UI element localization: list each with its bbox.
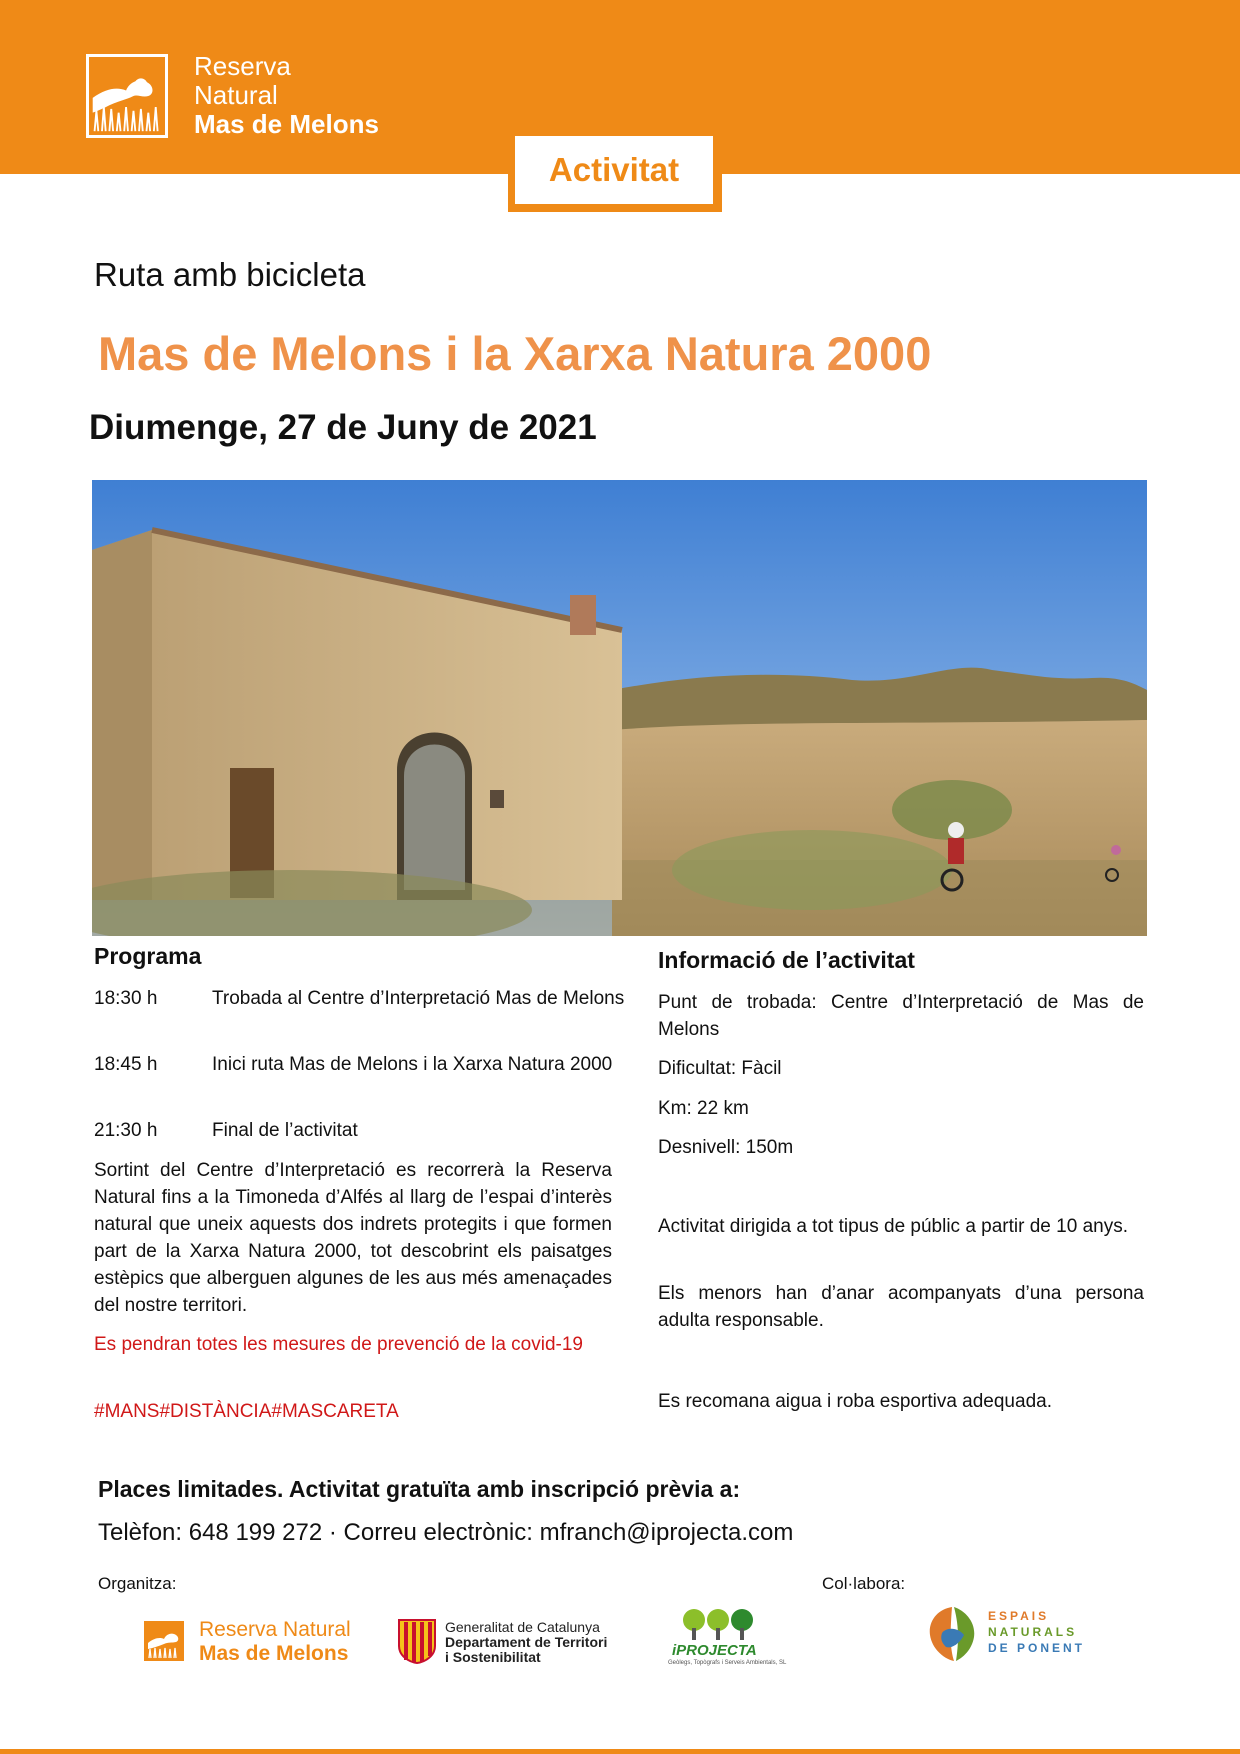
iprojecta-logo — [664, 1606, 787, 1672]
activity-tab — [508, 136, 722, 212]
info-minors: Els menors han d’anar acompanyats d’una persona adulta responsable. — [658, 1283, 1144, 1331]
covid-hashtags: #MANS#DISTÀNCIA#MASCARETA — [94, 1401, 399, 1422]
event-title: Mas de Melons i la Xarxa Natura 2000 — [98, 327, 932, 380]
info-meeting-point: Punt de trobada: Centre d’Interpretació de Mas de Melons — [658, 992, 1144, 1040]
reserve-logo-text-1: Reserva Natural — [199, 1618, 351, 1641]
event-subtitle: Ruta amb bicicleta — [94, 256, 366, 293]
organizer-label: Organitza: — [98, 1574, 177, 1593]
program-text: Inici ruta Mas de Melons i la Xarxa Natura 2000 — [212, 1054, 613, 1075]
covid-note: Es pendran totes les mesures de prevenció de la covid-19 — [94, 1334, 583, 1355]
activity-tab-label: Activitat — [515, 136, 713, 204]
brand-line-2: Natural — [194, 80, 278, 110]
espais-text-3: DE PONENT — [988, 1641, 1086, 1655]
generalitat-text-2: Departament de Territori — [445, 1634, 608, 1650]
info-distance: Km: 22 km — [658, 1098, 749, 1119]
info-heading: Informació de l’activitat — [658, 947, 915, 973]
generalitat-shield-icon — [397, 1618, 437, 1664]
program-text: Trobada al Centre d’Interpretació Mas de Melons — [212, 988, 625, 1009]
event-date: Diumenge, 27 de Juny de 2021 — [89, 408, 597, 447]
iprojecta-subtext: Geòlegs, Topògrafs i Serveis Ambientals, SL — [668, 1660, 787, 1666]
reserve-natural-logo — [144, 1616, 384, 1666]
program-heading: Programa — [94, 943, 202, 969]
info-difficulty: Dificultat: Fàcil — [658, 1058, 782, 1079]
espais-text-1: ESPAIS — [988, 1609, 1050, 1623]
route-description: Sortint del Centre d’Interpretació es recorrerà la Reserva Natural fins a la Timoneda d’Alfés al llarg de l’espai d’interès natural que uneix aquests dos indrets protegits i que formen part de la Xarxa Natura 2000, tot descobrint els paisatges estèpics que alberguen algunes de les aus més amenaçades del nostre territori. — [94, 1160, 612, 1316]
registration-heading: Places limitades. Activitat gratuïta amb inscripció prèvia a: — [98, 1476, 741, 1502]
reserve-logo-icon — [86, 54, 168, 138]
brand-line-1: Reserva — [194, 51, 291, 81]
info-audience: Activitat dirigida a tot tipus de públic a partir de 10 anys. — [658, 1216, 1128, 1237]
collaborator-label: Col·labora: — [822, 1574, 906, 1593]
program-time: 18:45 h — [94, 1054, 158, 1075]
footer-line — [0, 1749, 1240, 1754]
info-recommendation: Es recomana aigua i roba esportiva adequada. — [658, 1391, 1052, 1412]
generalitat-logo — [397, 1614, 627, 1670]
reserve-logo-text-2: Mas de Melons — [199, 1642, 349, 1665]
reserve-small-logo-icon — [144, 1621, 184, 1661]
program-text: Final de l’activitat — [212, 1120, 358, 1141]
brand-line-3: Mas de Melons — [194, 109, 379, 139]
espais-naturals-logo — [924, 1603, 1084, 1665]
program-time: 21:30 h — [94, 1120, 158, 1141]
espais-text-2: NATURALS — [988, 1625, 1078, 1639]
info-elevation: Desnivell: 150m — [658, 1137, 794, 1158]
contact-info: Telèfon: 648 199 272 · Correu electrònic: mfranch@iprojecta.com — [98, 1519, 794, 1546]
program-time: 18:30 h — [94, 988, 158, 1009]
espais-leaf-icon — [924, 1603, 982, 1665]
iprojecta-text: iPROJECTA — [672, 1642, 757, 1659]
landscape-photo — [92, 480, 1147, 936]
generalitat-text-1: Generalitat de Catalunya — [445, 1619, 600, 1635]
generalitat-text-3: i Sostenibilitat — [445, 1649, 541, 1665]
